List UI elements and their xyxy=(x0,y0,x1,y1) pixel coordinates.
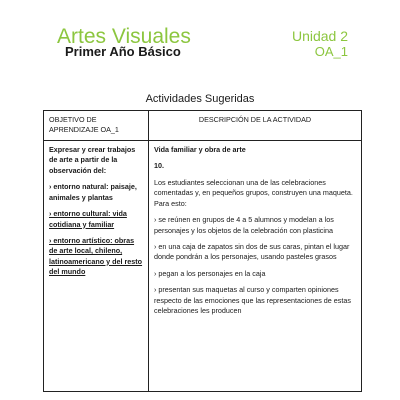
objective-item-artistic: › entorno artístico: obras de arte local, chileno, latinoamericano y del resto del mundo xyxy=(49,235,143,277)
description-column-header: DESCRIPCIÓN DE LA ACTIVIDAD xyxy=(149,111,362,141)
objective-item-cultural: › entorno cultural: vida cotidiana y familiar xyxy=(49,209,127,229)
unit-label: Unidad 2 xyxy=(291,28,348,44)
table-row xyxy=(44,140,362,391)
objective-intro: Expresar y crear trabajos de arte a partir de la observación del: xyxy=(49,144,136,175)
page-subtitle: Primer Año Básico xyxy=(65,44,181,59)
objective-column-header: OBJETIVO DE APRENDIZAJE OA_1 xyxy=(44,111,149,141)
objective-cell xyxy=(44,140,149,391)
activity-step: › en una caja de zapatos sin dos de sus caras, pintan el lugar donde pondrán a los personajes, usando pasteles grasos xyxy=(154,241,350,262)
activity-cell xyxy=(149,140,362,391)
activity-step: › pegan a los personajes en la caja xyxy=(154,268,266,278)
activity-paragraph: Los estudiantes seleccionan una de las celebraciones comentadas y, en pequeños grupos, construyen una maqueta. Para esto: xyxy=(154,177,353,208)
activity-table xyxy=(43,110,362,392)
objective-item-natural: › entorno natural: paisaje, animales y plantas xyxy=(49,182,137,202)
page-title: Artes Visuales xyxy=(57,25,191,48)
activity-step: › se reúnen en grupos de 4 a 5 alumnos y modelan a los personajes y los objetos de la celebración con plasticina xyxy=(154,215,334,235)
section-title: Actividades Sugeridas xyxy=(145,93,255,105)
table-header-row xyxy=(44,111,362,141)
activity-title: Vida familiar y obra de arte xyxy=(154,144,246,154)
activity-step: › presentan sus maquetas al curso y comparten opiniones respecto de las emociones que las representaciones de estas celebraciones les producen xyxy=(154,285,351,316)
objective-code: OA_1 xyxy=(314,44,348,59)
activity-number: 10. xyxy=(154,161,164,171)
